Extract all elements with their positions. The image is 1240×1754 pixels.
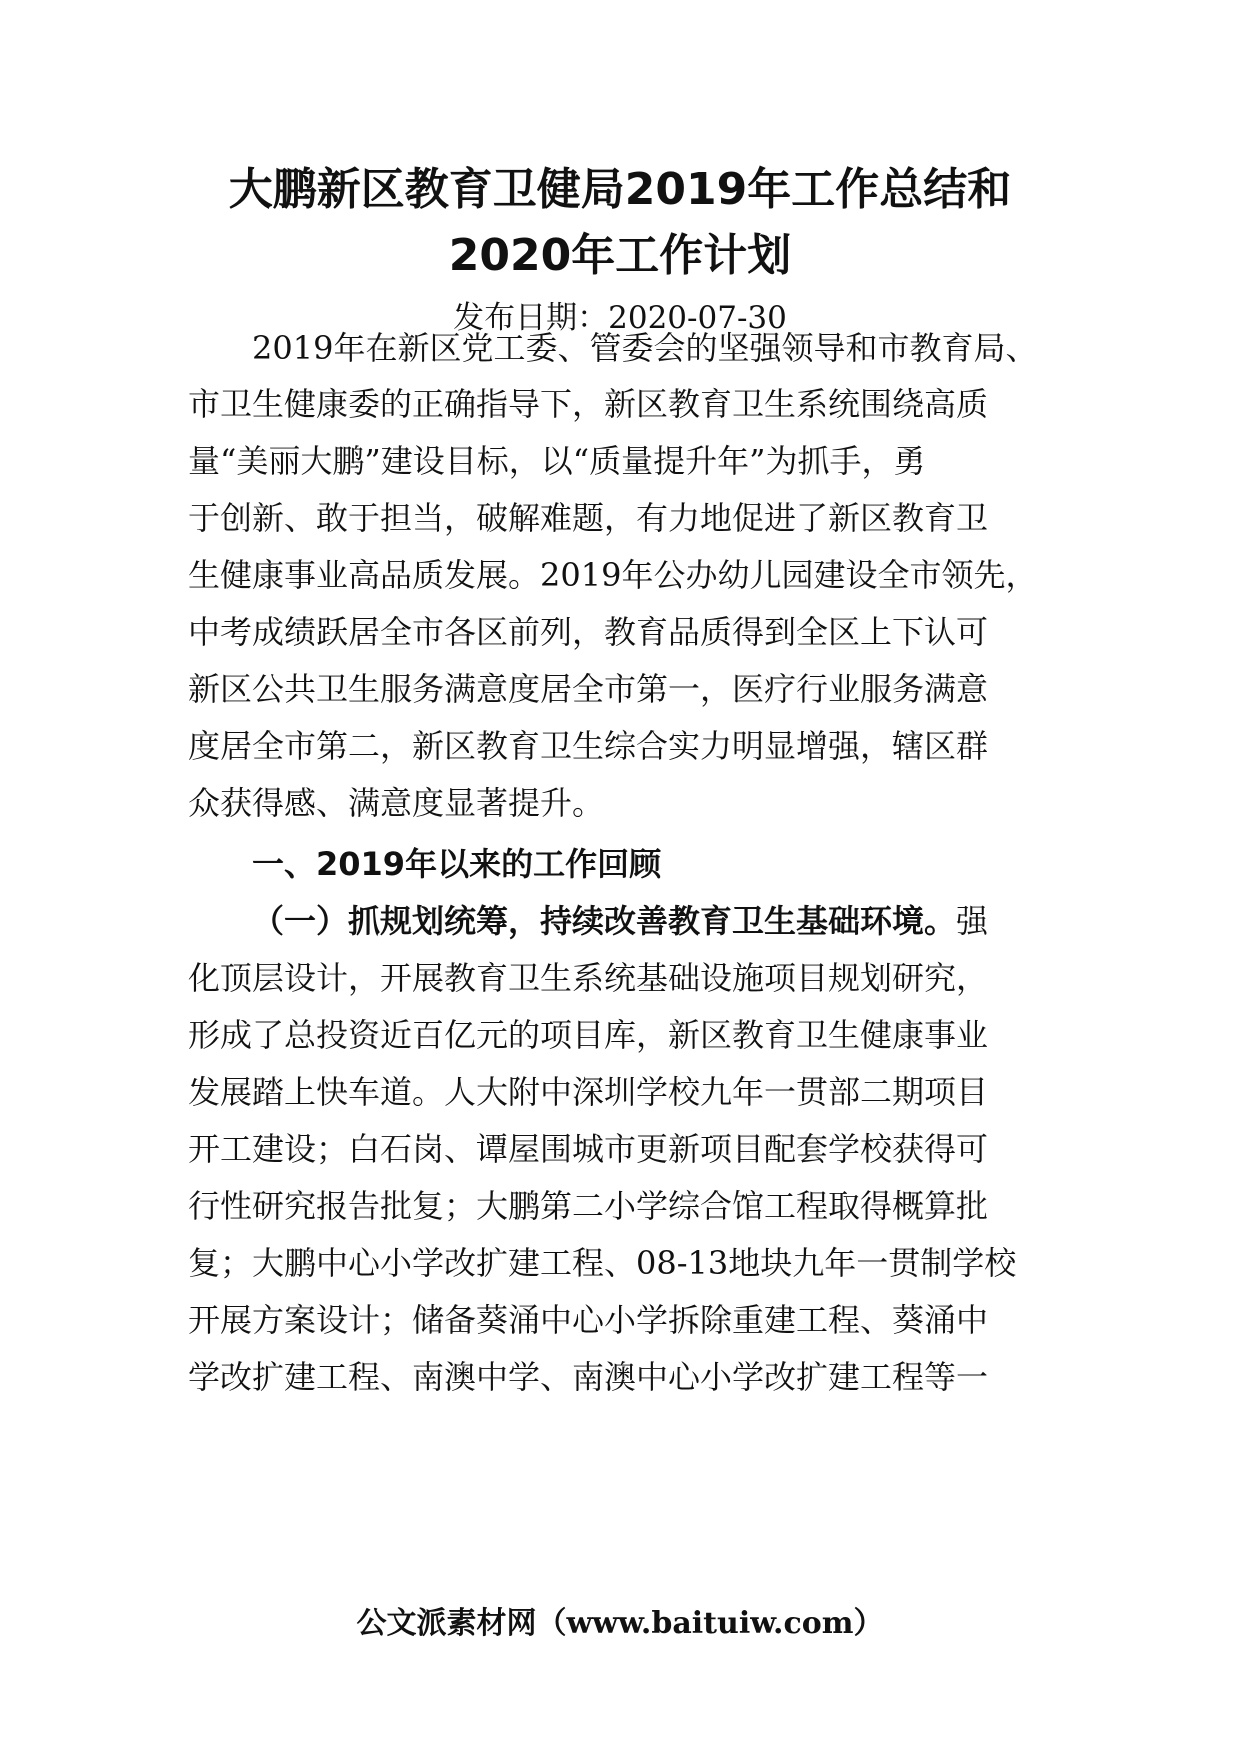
subsection-first-line — [252, 897, 988, 945]
footer-watermark: 公文派素材网（www.baituiw.com） — [356, 1606, 884, 1641]
subsection-line: 开展方案设计；储备葵涌中心小学拆除重建工程、葵涌中 — [188, 1301, 989, 1339]
publish-date: 发布日期：2020-07-30 — [453, 300, 787, 336]
intro-line: 众获得感、满意度显著提升。 — [188, 784, 605, 822]
section-heading: 一、2019年以来的工作回顾 — [252, 845, 662, 883]
intro-line: 生健康事业高品质发展。2019年公办幼儿园建设全市领先， — [188, 556, 1038, 594]
document-title-line1: 大鹏新区教育卫健局2019年工作总结和 — [228, 164, 1012, 215]
subsection-line: 复；大鹏中心小学改扩建工程、08-13地块九年一贯制学校 — [188, 1244, 1017, 1282]
document-title-line2: 2020年工作计划 — [448, 230, 792, 281]
subsection-line: 学改扩建工程、南澳中学、南澳中心小学改扩建工程等一 — [188, 1358, 989, 1396]
subsection-line: 形成了总投资近百亿元的项目库，新区教育卫生健康事业 — [188, 1016, 989, 1054]
subsection-line: 开工建设；白石岗、谭屋围城市更新项目配套学校获得可 — [188, 1130, 989, 1168]
intro-line: 量“美丽大鹏”建设目标，以“质量提升年”为抓手，勇 — [188, 442, 926, 480]
intro-line: 于创新、敢于担当，破解难题，有力地促进了新区教育卫 — [188, 499, 989, 537]
subsection-line: 发展踏上快车道。人大附中深圳学校九年一贯部二期项目 — [188, 1073, 989, 1111]
intro-line: 市卫生健康委的正确指导下，新区教育卫生系统围绕高质 — [188, 385, 989, 423]
intro-line: 度居全市第二，新区教育卫生综合实力明显增强，辖区群 — [188, 727, 989, 765]
subsection-line: 化顶层设计，开展教育卫生系统基础设施项目规划研究， — [188, 959, 989, 997]
intro-line: 中考成绩跃居全市各区前列，教育品质得到全区上下认可 — [188, 613, 989, 651]
intro-line: 2019年在新区党工委、管委会的坚强领导和市教育局、 — [252, 329, 1038, 367]
intro-line: 新区公共卫生服务满意度居全市第一，医疗行业服务满意 — [188, 670, 989, 708]
subsection-line: 行性研究报告批复；大鹏第二小学综合馆工程取得概算批 — [188, 1187, 989, 1225]
subsection-lead-tail: 强 — [956, 902, 989, 940]
subsection-lead: （一）抓规划统筹，持续改善教育卫生基础环境。 — [252, 902, 957, 940]
